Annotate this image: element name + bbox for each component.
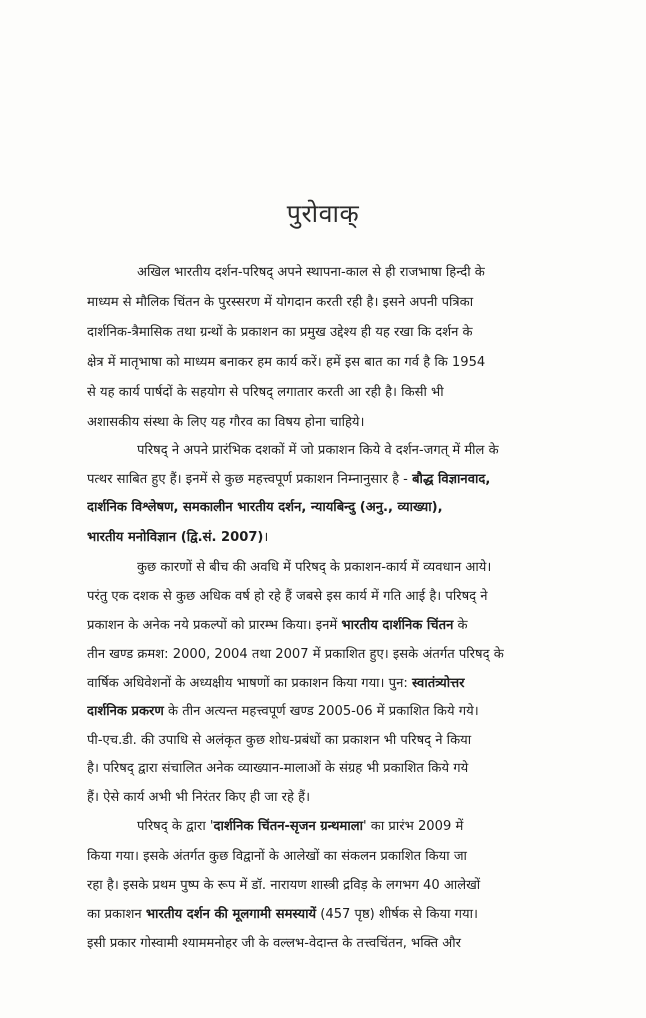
bold-text-segment: दार्शनिक प्रकरण xyxy=(87,704,164,719)
text-segment: प्रकाशन के अनेक नये प्रकल्पों को प्रारम्भ किया। इनमें xyxy=(87,618,342,633)
bold-text-segment: दार्शनिक चिंतन-सृजन ग्रन्थमाला xyxy=(213,819,364,834)
text-segment: क्षेत्र में मातृभाषा को माध्यम बनाकर हम कार्य करें। हमें इस बात का गर्व है कि 1954 xyxy=(87,355,486,370)
text-line xyxy=(87,669,572,699)
text-segment: रहा है। इसके प्रथम पुष्प के रूप में डॉ. नारायण शास्त्री द्रविड़ के लगभग 40 आलेखों xyxy=(87,878,481,893)
text-line xyxy=(87,640,572,670)
text-segment: परंतु एक दशक से कुछ अधिक वर्ष हो रहे हैं जबसे इस कार्य में गति आई है। परिषद् ने xyxy=(87,589,488,604)
text-segment: परिषद् ने अपने प्रारंभिक दशकों में जो प्रकाशन किये वे दर्शन-जगत् में मील के xyxy=(137,443,499,458)
bold-text-segment: दार्शनिक विश्लेषण, समकालीन भारतीय दर्शन, न्यायबिन्दु (अनु., व्याख्या), xyxy=(87,500,443,515)
text-line xyxy=(87,929,572,959)
text-segment: तीन खण्ड क्रमश: 2000, 2004 तथा 2007 में प्रकाशित हुए। इसके अंतर्गत परिषद् के xyxy=(87,647,504,662)
text-segment: दार्शनिक-त्रैमासिक तथा ग्रन्थों के प्रकाशन का प्रमुख उद्देश्य ही यह रखा कि दर्शन के xyxy=(87,325,473,340)
text-segment: पत्थर साबित हुए हैं। इनमें से कुछ महत्त्वपूर्ण प्रकाशन निम्नानुसार है - xyxy=(87,472,413,487)
text-line xyxy=(87,436,572,466)
text-segment: के तीन अत्यन्त महत्त्वपूर्ण खण्ड 2005-06 में प्रकाशित किये गये। xyxy=(163,704,479,719)
text-line xyxy=(87,493,572,523)
text-line xyxy=(87,582,572,612)
text-segment: है। परिषद् द्वारा संचालित अनेक व्याख्यान-मालाओं के संग्रह भी प्रकाशित किये गये xyxy=(87,761,469,776)
bold-text-segment: भारतीय दर्शन की मूलगामी समस्यायें xyxy=(145,907,317,922)
text-segment: परिषद् के द्वारा ' xyxy=(137,819,214,834)
text-line xyxy=(87,465,572,495)
text-segment: के xyxy=(453,618,468,633)
text-line xyxy=(87,408,572,438)
text-line xyxy=(87,553,572,583)
text-segment: (457 पृष्ठ) शीर्षक से किया गया। xyxy=(316,907,478,922)
text-line xyxy=(87,726,572,756)
text-line xyxy=(87,318,572,348)
text-segment: किया गया। इसके अंतर्गत कुछ विद्वानों के आलेखों का संकलन प्रकाशित किया जा xyxy=(87,849,467,864)
text-segment: ' का प्रारंभ 2009 में xyxy=(363,819,464,834)
text-line xyxy=(87,288,572,318)
text-segment: पी-एच.डी. की उपाधि से अलंकृत कुछ शोध-प्रबंधों का प्रकाशन भी परिषद् ने किया xyxy=(87,733,472,748)
text-line xyxy=(87,258,572,288)
text-segment: वार्षिक अधिवेशनों के अध्यक्षीय भाषणों का प्रकाशन किया गया। पुन: xyxy=(87,676,412,691)
bold-text-segment: स्वातंत्र्योत्तर xyxy=(411,676,465,691)
bold-text-segment: बौद्ध विज्ञानवाद, xyxy=(412,472,491,487)
bold-text-segment: भारतीय मनोविज्ञान (द्वि.सं. 2007) xyxy=(87,530,264,545)
text-segment: का प्रकाशन xyxy=(87,907,146,922)
text-segment: अखिल भारतीय दर्शन-परिषद् अपने स्थापना-काल से ही राजभाषा हिन्दी के xyxy=(137,265,485,280)
bold-text-segment: भारतीय दार्शनिक चिंतन xyxy=(341,618,454,633)
text-line xyxy=(87,842,572,872)
text-line xyxy=(87,754,572,784)
text-line xyxy=(87,611,572,641)
text-line xyxy=(87,348,572,378)
text-segment: । xyxy=(263,530,269,545)
text-segment: माध्यम से मौलिक चिंतन के पुरस्सरण में योगदान करती रही है। इसने अपनी पत्रिका xyxy=(87,295,474,310)
text-segment: कुछ कारणों से बीच की अवधि में परिषद् के प्रकाशन-कार्य में व्यवधान आये। xyxy=(137,560,492,575)
text-segment: इसी प्रकार गोस्वामी श्याममनोहर जी के वल्लभ-वेदान्त के तत्त्वचिंतन, भक्ति और xyxy=(87,936,462,951)
text-segment: अशासकीय संस्था के लिए यह गौरव का विषय होना चाहिये। xyxy=(87,415,365,430)
text-line xyxy=(87,378,572,408)
text-segment: हैं। ऐसे कार्य अभी भी निरंतर किए ही जा रहे हैं। xyxy=(87,790,311,805)
text-segment: से यह कार्य पार्षदों के सहयोग से परिषद् लगातार करती आ रही है। किसी भी xyxy=(87,385,444,400)
text-line xyxy=(87,900,572,930)
text-line xyxy=(87,697,572,727)
text-line xyxy=(87,523,572,553)
text-line xyxy=(87,871,572,901)
text-line xyxy=(87,783,572,813)
page-title: पुरोवाक् xyxy=(286,199,360,228)
text-line xyxy=(87,812,572,842)
